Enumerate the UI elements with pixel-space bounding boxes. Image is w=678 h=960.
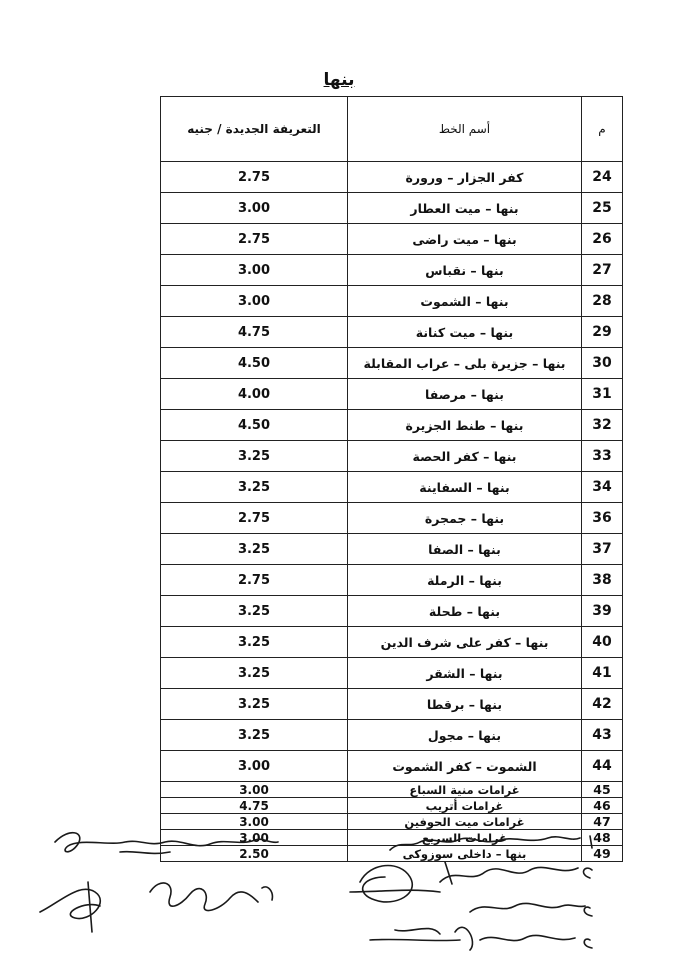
line-name: بنها – طنط الجزيرة <box>348 410 582 441</box>
fare-value: 3.25 <box>161 596 348 627</box>
fare-value: 3.25 <box>161 627 348 658</box>
table-row <box>161 689 623 720</box>
row-number: 48 <box>582 830 623 846</box>
page-title: بنها <box>323 70 355 90</box>
row-number: 49 <box>582 846 623 862</box>
line-name: بنها – الشقر <box>348 658 582 689</box>
line-name: بنها – الرملة <box>348 565 582 596</box>
line-name: بنها – ميت كنانة <box>348 317 582 348</box>
row-number: 34 <box>582 472 623 503</box>
table-row <box>161 255 623 286</box>
line-name: بنها – الشموت <box>348 286 582 317</box>
fare-value: 3.00 <box>161 751 348 782</box>
table-row <box>161 782 623 798</box>
table-header-row <box>161 97 623 162</box>
line-name: بنها – جمجرة <box>348 503 582 534</box>
table-row <box>161 720 623 751</box>
line-name: بنها – برقطا <box>348 689 582 720</box>
row-number: 36 <box>582 503 623 534</box>
line-name: بنها – طحلة <box>348 596 582 627</box>
fare-value: 3.00 <box>161 255 348 286</box>
table-row <box>161 410 623 441</box>
row-number: 33 <box>582 441 623 472</box>
table-row <box>161 534 623 565</box>
fare-value: 2.75 <box>161 503 348 534</box>
row-number: 27 <box>582 255 623 286</box>
table-row <box>161 627 623 658</box>
table-row <box>161 798 623 814</box>
handwritten-signatures <box>0 822 678 960</box>
line-name: بنها – كفر على شرف الدين <box>348 627 582 658</box>
fare-value: 3.25 <box>161 689 348 720</box>
line-name: غرامات أتريب <box>348 798 582 814</box>
line-name: بنها – نقباس <box>348 255 582 286</box>
fare-value: 4.75 <box>161 317 348 348</box>
line-name: بنها – الصفا <box>348 534 582 565</box>
line-name: الشموت – كفر الشموت <box>348 751 582 782</box>
row-number: 41 <box>582 658 623 689</box>
line-name: بنها – مرصفا <box>348 379 582 410</box>
row-number: 47 <box>582 814 623 830</box>
row-number: 25 <box>582 193 623 224</box>
table-row <box>161 286 623 317</box>
row-number: 40 <box>582 627 623 658</box>
line-name: بنها – مجول <box>348 720 582 751</box>
fare-value: 2.75 <box>161 162 348 193</box>
row-number: 29 <box>582 317 623 348</box>
fare-value: 3.00 <box>161 286 348 317</box>
line-name: بنها – داخلى سوزوكى <box>348 846 582 862</box>
row-number: 31 <box>582 379 623 410</box>
table-row <box>161 224 623 255</box>
fare-value: 4.00 <box>161 379 348 410</box>
fare-value: 3.00 <box>161 782 348 798</box>
table-row <box>161 565 623 596</box>
header-new-fare: التعريفة الجديدة / جنيه <box>161 97 348 162</box>
fare-value: 3.25 <box>161 720 348 751</box>
table-row <box>161 658 623 689</box>
row-number: 44 <box>582 751 623 782</box>
row-number: 42 <box>582 689 623 720</box>
row-number: 26 <box>582 224 623 255</box>
row-number: 28 <box>582 286 623 317</box>
row-number: 39 <box>582 596 623 627</box>
row-number: 37 <box>582 534 623 565</box>
table-row <box>161 317 623 348</box>
row-number: 46 <box>582 798 623 814</box>
fare-value: 3.25 <box>161 472 348 503</box>
line-name: كفر الجزار – ورورة <box>348 162 582 193</box>
line-name: غرامات منية السباع <box>348 782 582 798</box>
table-row <box>161 379 623 410</box>
fare-value: 3.00 <box>161 814 348 830</box>
fare-value: 4.75 <box>161 798 348 814</box>
fare-value: 2.50 <box>161 846 348 862</box>
row-number: 32 <box>582 410 623 441</box>
line-name: غرامات السريع <box>348 830 582 846</box>
fare-value: 4.50 <box>161 410 348 441</box>
line-name: بنها – ميت راضى <box>348 224 582 255</box>
table-row <box>161 193 623 224</box>
table-row <box>161 162 623 193</box>
row-number: 38 <box>582 565 623 596</box>
row-number: 30 <box>582 348 623 379</box>
line-name: بنها – كفر الحصة <box>348 441 582 472</box>
table-row <box>161 441 623 472</box>
fare-value: 2.75 <box>161 224 348 255</box>
row-number: 45 <box>582 782 623 798</box>
row-number: 43 <box>582 720 623 751</box>
fare-value: 3.25 <box>161 658 348 689</box>
line-name: بنها – ميت العطار <box>348 193 582 224</box>
fare-value: 3.00 <box>161 193 348 224</box>
table-row <box>161 596 623 627</box>
fare-value: 3.25 <box>161 441 348 472</box>
header-number: م <box>582 97 623 162</box>
row-number: 24 <box>582 162 623 193</box>
line-name: غرامات ميت الحوفين <box>348 814 582 830</box>
fares-table <box>160 96 623 862</box>
table-row <box>161 503 623 534</box>
fare-value: 4.50 <box>161 348 348 379</box>
line-name: بنها – جزيرة بلى – عراب المقابلة <box>348 348 582 379</box>
header-line-name: أسم الخط <box>348 97 582 162</box>
fare-value: 3.25 <box>161 534 348 565</box>
signatures-drawing <box>0 822 678 960</box>
line-name: بنها – السفاينة <box>348 472 582 503</box>
table-row <box>161 751 623 782</box>
fare-value: 2.75 <box>161 565 348 596</box>
table-row <box>161 348 623 379</box>
table-row <box>161 472 623 503</box>
fare-value: 3.00 <box>161 830 348 846</box>
